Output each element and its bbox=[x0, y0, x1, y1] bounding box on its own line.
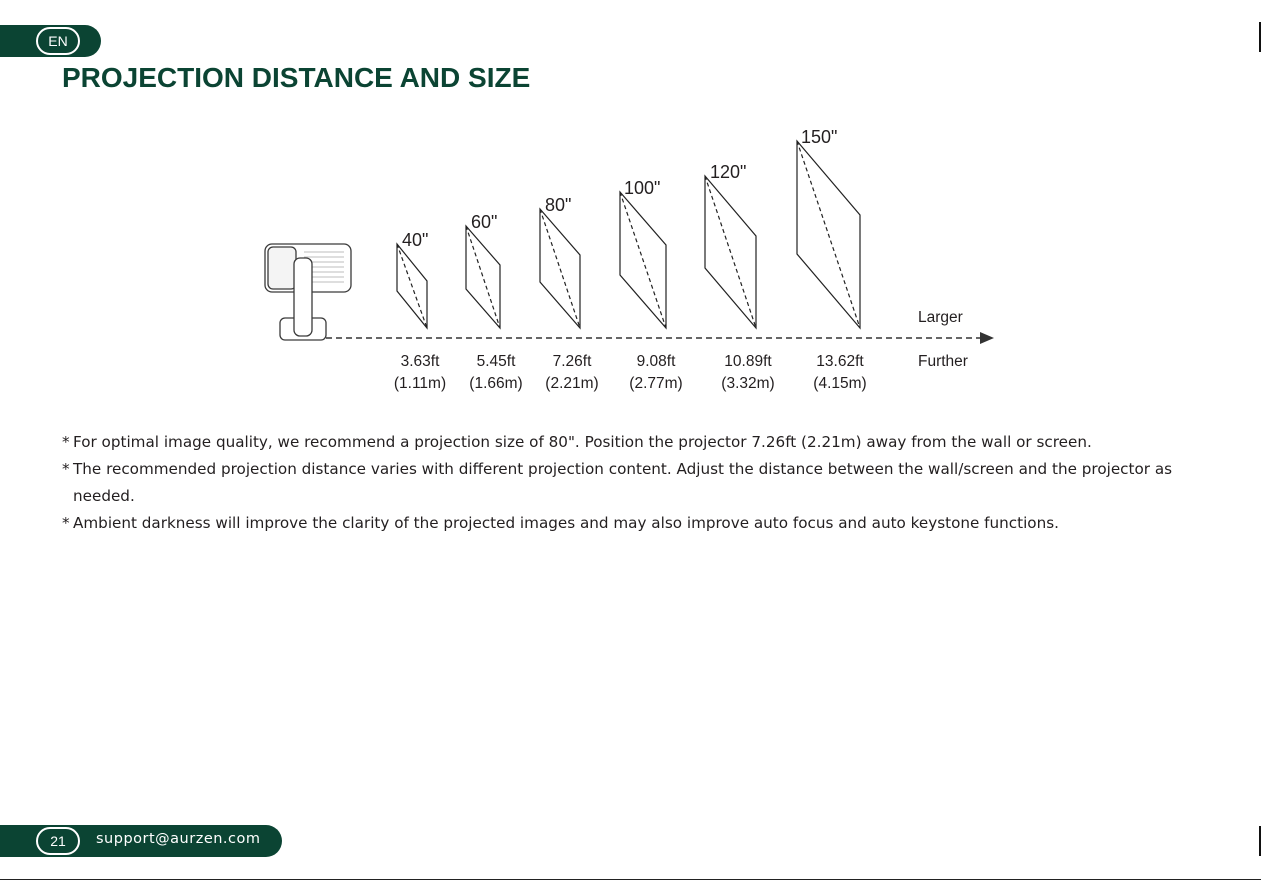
distance-ft-label: 3.63ft bbox=[400, 353, 440, 370]
distance-ft-label: 5.45ft bbox=[476, 353, 516, 370]
distance-ft-label: 10.89ft bbox=[724, 353, 772, 370]
language-badge: EN bbox=[36, 27, 80, 55]
distance-ft-label: 7.26ft bbox=[552, 353, 592, 370]
projector-icon bbox=[265, 244, 351, 340]
direction-label-larger: Larger bbox=[918, 309, 963, 326]
note-item: * Ambient darkness will improve the clarity of the projected images and may also improve auto focus and auto keystone functions. bbox=[62, 510, 1192, 537]
distance-ft-label: 9.08ft bbox=[636, 353, 676, 370]
page-number: 21 bbox=[36, 827, 80, 855]
bottom-rule bbox=[0, 879, 1261, 880]
support-email: support@aurzen.com bbox=[96, 831, 261, 847]
screen-size-label: 40" bbox=[402, 230, 429, 250]
distance-m-label: (4.15m) bbox=[813, 375, 867, 392]
screen-group bbox=[397, 141, 860, 328]
distance-m-label: (3.32m) bbox=[721, 375, 775, 392]
arrow-head-icon bbox=[980, 332, 994, 344]
distance-m-label: (1.66m) bbox=[469, 375, 523, 392]
screen-size-label: 150" bbox=[801, 127, 838, 147]
distance-m-label: (2.21m) bbox=[545, 375, 599, 392]
distance-ft-label: 13.62ft bbox=[816, 353, 864, 370]
screen-size-label: 120" bbox=[710, 162, 747, 182]
projection-diagram bbox=[0, 0, 1261, 420]
distance-m-label: (1.11m) bbox=[393, 375, 447, 392]
note-item: * For optimal image quality, we recommend a projection size of 80". Position the projector 7.26ft (2.21m) away from the wall or screen. bbox=[62, 429, 1192, 456]
screen-size-label: 60" bbox=[471, 212, 498, 232]
note-item: * The recommended projection distance varies with different projection content. Adjust the distance between the wall/screen and the projector as needed. bbox=[62, 456, 1192, 510]
notes-list bbox=[62, 429, 1192, 537]
direction-label-further: Further bbox=[918, 353, 968, 370]
screen-size-label: 100" bbox=[624, 178, 661, 198]
distance-m-label: (2.77m) bbox=[629, 375, 683, 392]
screen-size-label: 80" bbox=[545, 195, 572, 215]
page-title: PROJECTION DISTANCE AND SIZE bbox=[62, 62, 531, 93]
